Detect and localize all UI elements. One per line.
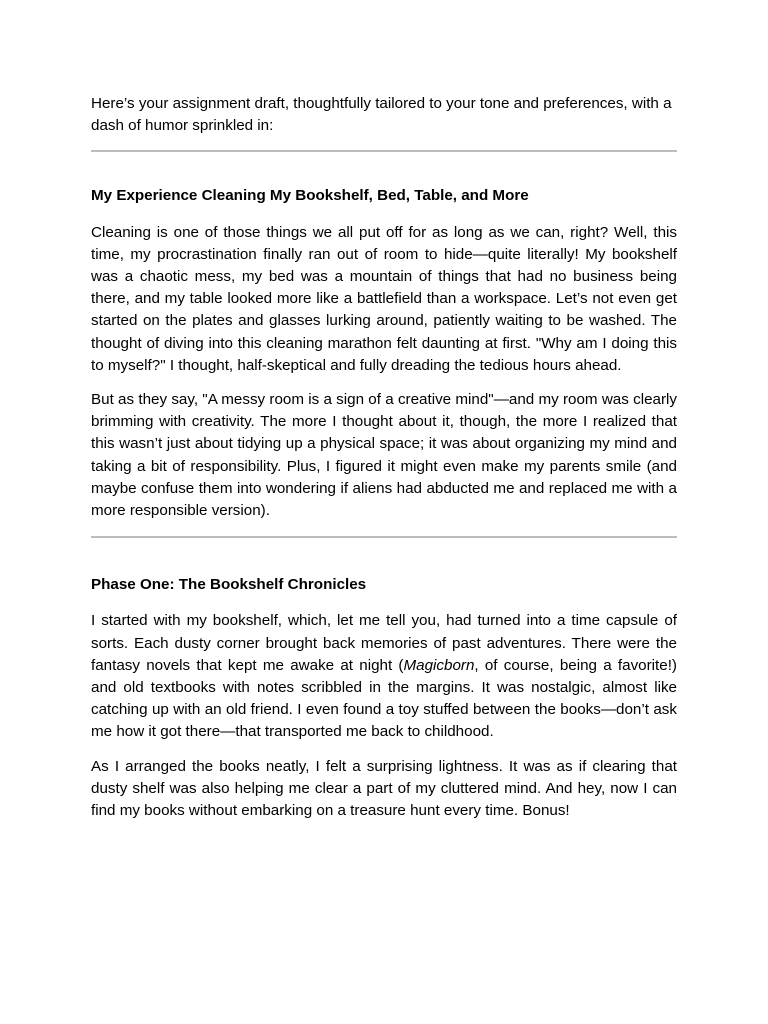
section-heading: Phase One: The Bookshelf Chronicles [91,576,367,594]
body-paragraph: As I arranged the books neatly, I felt a surprising lightness. It was as if clearing that dusty shelf was also helping me clear a part of my cluttered mind. And hey, now I can find my books without embarking on a treasure hunt every time. Bonus! [91,757,677,820]
paragraph-text: I started with my bookshelf, which, let me tell you, had turned into a time capsule of sorts. Each dusty corner brought back memories of past adventures. There were the fantasy novels that kept me awake at night ( [91,612,677,674]
intro-paragraph: Here’s your assignment draft, thoughtfully tailored to your tone and preferences, with a dash of humor sprinkled in: [91,95,672,135]
book-title: Magicborn [403,656,475,674]
body-paragraph: But as they say, "A messy room is a sign of a creative mind"—and my room was clearly brimming with creativity. The more I thought about it, though, the more I realized that this wasn’t just about tidying up a physical space; it was about organizing my mind and taking a bit of responsibility. Plus, I figured it might even make my parents smile (and maybe confuse them into wondering if aliens had abducted me and replaced me with a more responsible version). [91,391,677,520]
body-paragraph: Cleaning is one of those things we all put off for as long as we can, right? Well, this time, my procrastination finally ran out of room to hide—quite literally! My bookshelf was a chaotic mess, my bed was a mountain of things that had no business being there, and my table looked more like a battlefield than a workspace. Let’s not even get started on the plates and glasses lurking around, patiently waiting to be washed. The thought of diving into this cleaning marathon felt daunting at first. "Why am I doing this to myself?" I thought, half-skeptical and fully dreading the tedious hours ahead. [91,223,677,374]
document-page [91,93,677,822]
body-paragraph [91,610,677,743]
horizontal-rule [91,536,677,538]
section-heading: My Experience Cleaning My Bookshelf, Bed, Table, and More [91,187,529,205]
horizontal-rule [91,150,677,152]
paragraph-text: , of course, being a favorite!) and old textbooks with notes scribbled in the margins. It was nostalgic, almost like catching up with an old friend. I even found a toy stuffed between the books—don’t ask me how it got there—that transported me back to childhood. [91,656,677,741]
